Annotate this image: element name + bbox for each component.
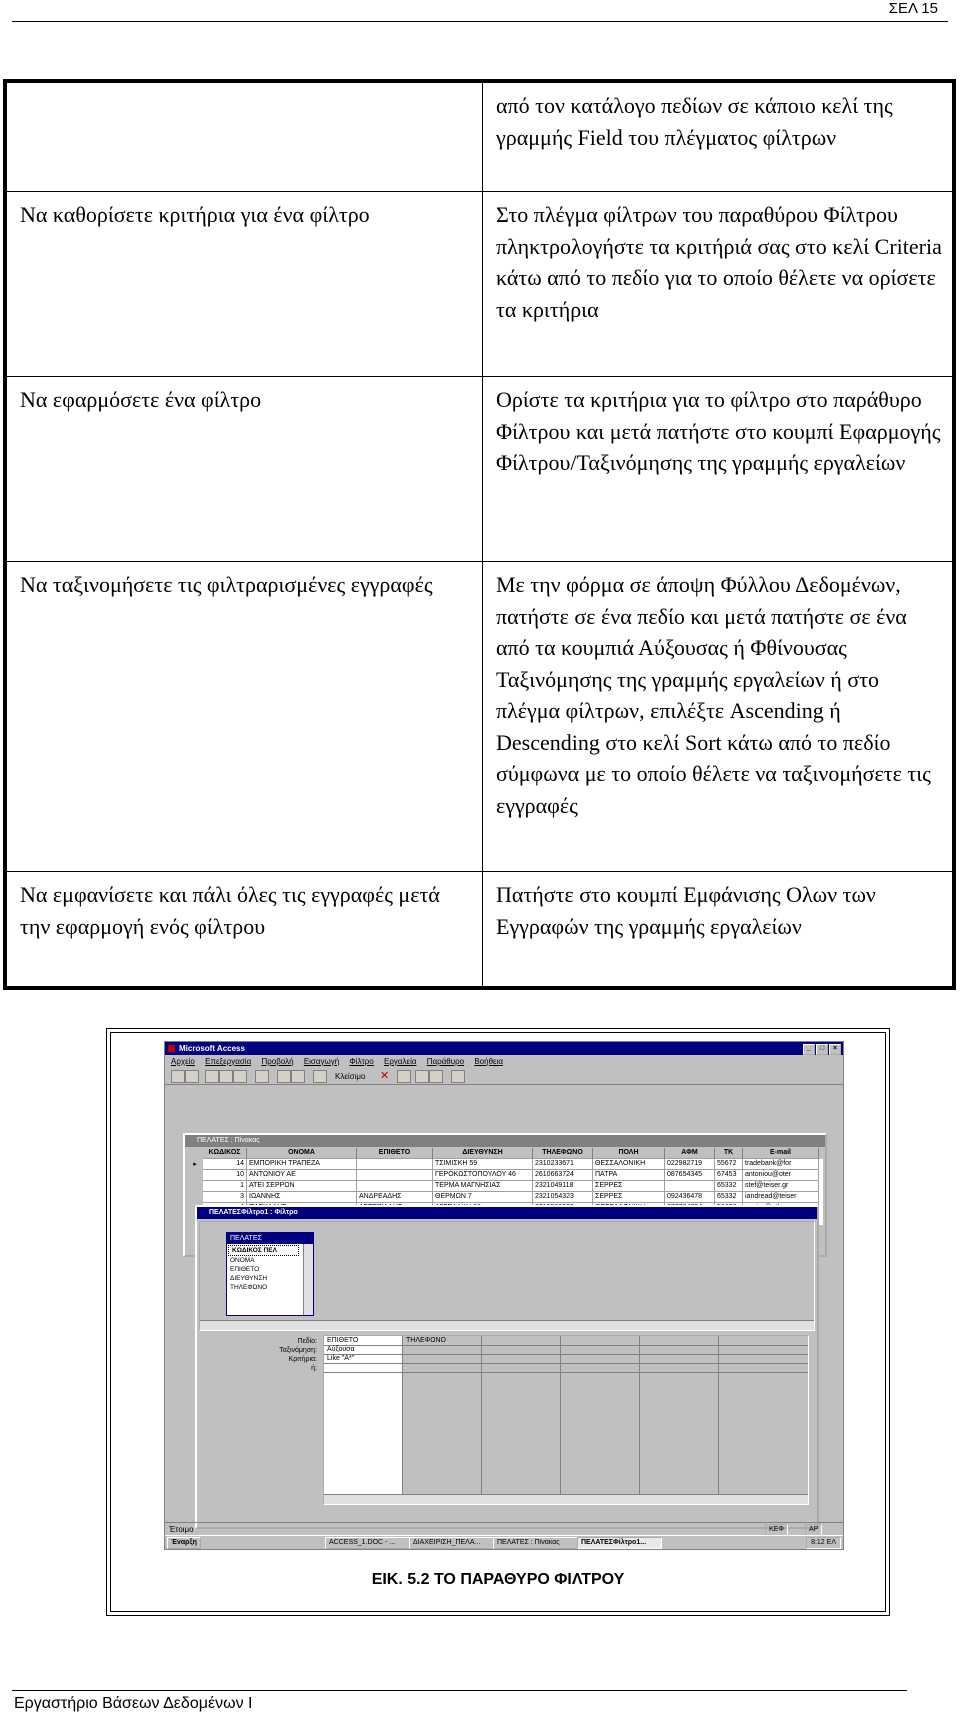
table-cell[interactable]: 087654345: [665, 1170, 715, 1181]
table-cell[interactable]: ΠΑΤΡΑ: [593, 1170, 665, 1181]
workspace: [165, 1085, 843, 1522]
grid-criteria-1[interactable]: Like "A*": [327, 1355, 355, 1362]
column-header[interactable]: ΟΝΟΜΑ: [247, 1148, 357, 1159]
taskbar: [165, 1535, 843, 1549]
help-icon[interactable]: [451, 1070, 465, 1083]
table-cell[interactable]: ΘΕΣΣΑΛΟΝΙΚΗ: [593, 1159, 665, 1170]
record-selector[interactable]: [187, 1192, 204, 1203]
database-window-icon[interactable]: [415, 1070, 429, 1083]
table-cell[interactable]: ΑΤΕΙ ΣΕΡΡΩΝ: [247, 1181, 357, 1192]
grid-sort-1[interactable]: Αύξουσα: [327, 1346, 355, 1353]
table-cell[interactable]: 2321049118: [533, 1181, 593, 1192]
table-cell[interactable]: 14: [203, 1159, 247, 1170]
footer-divider: [12, 1690, 907, 1691]
table-cell[interactable]: ΑΝΔΡΕΑΔΗΣ: [357, 1192, 433, 1203]
menu-edit[interactable]: Επεξεργασία: [205, 1057, 252, 1066]
table-cell[interactable]: 022982719: [665, 1159, 715, 1170]
grid-column-4[interactable]: [561, 1336, 640, 1504]
field-list-item[interactable]: ΤΗΛΕΦΩΝΟ: [230, 1284, 268, 1291]
task-cell: Να εφαρμόσετε ένα φίλτρο: [7, 377, 483, 562]
grid-row-line: [324, 1354, 808, 1355]
copy-icon[interactable]: [219, 1070, 233, 1083]
save-icon[interactable]: [171, 1070, 185, 1083]
status-text: Έτοιμο: [169, 1525, 194, 1534]
taskbar-item[interactable]: ΔΙΑΧΕΙΡΙΣΗ_ΠΕΛΑ...: [409, 1537, 494, 1549]
grid-field-1[interactable]: ΕΠΙΘΕΤΟ: [327, 1337, 359, 1344]
table-cell[interactable]: ΤΕΡΜΑ ΜΑΓΝΗΣΙΑΣ: [433, 1181, 533, 1192]
table-window-title: ΠΕΛΑΤΕΣ : Πίνακας: [185, 1135, 825, 1147]
column-header[interactable]: ΑΦΜ: [665, 1148, 715, 1159]
field-list-item[interactable]: ΔΙΕΥΘΥΝΣΗ: [230, 1275, 268, 1282]
field-list: [226, 1232, 314, 1316]
start-button[interactable]: Έναρξη: [167, 1537, 201, 1549]
table-cell[interactable]: iandread@teiser: [743, 1192, 819, 1203]
field-list-item[interactable]: ΕΠΙΘΕΤΟ: [230, 1266, 260, 1273]
status-indicator: ΑΡ: [805, 1524, 822, 1536]
menu-insert[interactable]: Εισαγωγή: [303, 1057, 340, 1066]
new-object-icon[interactable]: [429, 1070, 443, 1083]
table-cell[interactable]: [357, 1170, 433, 1181]
table-cell[interactable]: tradebank@for: [743, 1159, 819, 1170]
grid-field-2[interactable]: ΤΗΛΕΦΩΝΟ: [406, 1337, 446, 1344]
column-header[interactable]: ΕΠΙΘΕΤΟ: [357, 1148, 433, 1159]
grid-column-5[interactable]: [640, 1336, 719, 1504]
grid-label-or: ή:: [311, 1365, 317, 1372]
figure: [106, 1028, 890, 1616]
grid-label-criteria: Κριτήρια:: [288, 1356, 317, 1363]
menu-tools[interactable]: Εργαλεία: [383, 1057, 417, 1066]
filter-grid: [323, 1335, 809, 1505]
action-cell: από τον κατάλογο πεδίων σε κάποιο κελί της γραμμής Field του πλέγματος φίλτρων: [483, 83, 953, 192]
menu-window[interactable]: Παράθυρο: [426, 1057, 465, 1066]
table-cell[interactable]: ΓΕΡΟΚΩΣΤΟΠΟΥΛΟΥ 46: [433, 1170, 533, 1181]
close-button[interactable]: Κλείσιμο: [335, 1072, 366, 1081]
taskbar-item-active[interactable]: ΠΕΛΑΤΕΣΦίλτρο1...: [577, 1537, 662, 1549]
cut-icon[interactable]: [205, 1070, 219, 1083]
paste-icon[interactable]: [233, 1070, 247, 1083]
table-cell[interactable]: ΑΝΤΩΝΙΟΥ ΑΕ: [247, 1170, 357, 1181]
record-selector[interactable]: ▸: [187, 1159, 204, 1170]
table-cell[interactable]: ΙΩΑΝΝΗΣ: [247, 1192, 357, 1203]
menu-filter[interactable]: Φίλτρο: [349, 1057, 374, 1066]
filter-field-list-area: [199, 1221, 815, 1331]
table-cell[interactable]: [665, 1181, 715, 1192]
table-cell[interactable]: ΤΣΙΜΙΣΚΗ 59: [433, 1159, 533, 1170]
table-row: [7, 872, 953, 987]
filter-window-title: ΠΕΛΑΤΕΣΦίλτρο1 : Φίλτρο: [197, 1207, 817, 1219]
field-list-scrollbar[interactable]: [303, 1244, 313, 1315]
table-cell[interactable]: antoniou@oter: [743, 1170, 819, 1181]
delete-icon[interactable]: ✕: [380, 1070, 390, 1082]
grid-labels: [237, 1337, 317, 1373]
instructions-table-grid: [6, 82, 953, 987]
toolbar: [165, 1068, 843, 1085]
table-cell[interactable]: 092436478: [665, 1192, 715, 1203]
taskbar-item[interactable]: ACCESS_1.DOC - ...: [325, 1537, 410, 1549]
grid-row-line: [324, 1345, 808, 1346]
filter-window: [195, 1205, 819, 1529]
table-cell[interactable]: [357, 1159, 433, 1170]
task-cell: Να καθορίσετε κριτήρια για ένα φίλτρο: [7, 192, 483, 377]
table-row: [7, 562, 953, 872]
table-cell[interactable]: 2321054323: [533, 1192, 593, 1203]
grid-label-sort: Ταξινόμηση:: [279, 1347, 317, 1354]
table-cell[interactable]: 55672: [715, 1159, 743, 1170]
table-row[interactable]: [203, 1192, 823, 1203]
table-row[interactable]: [203, 1159, 823, 1170]
print-icon[interactable]: [185, 1070, 199, 1083]
save-as-query-icon[interactable]: [291, 1070, 305, 1083]
field-list-title: ΠΕΛΑΤΕΣ: [227, 1233, 313, 1244]
undo-icon[interactable]: [255, 1070, 269, 1083]
table-row[interactable]: [203, 1181, 823, 1192]
table-cell[interactable]: 2610663724: [533, 1170, 593, 1181]
app-title: Microsoft Access: [179, 1044, 245, 1053]
table-cell[interactable]: ΕΜΠΟΡΙΚΗ ΤΡΑΠΕΖΑ: [247, 1159, 357, 1170]
action-cell: Με την φόρμα σε άποψη Φύλλου Δεδομένων, πατήστε σε ένα πεδίο και μετά πατήστε σε ένα από τα κουμπιά Αύξουσας ή Φθίνουσας Ταξινόμησης της γραμμής εργαλείων ή στο πλέγμα φίλτρων, επιλέξτε Ascending ή Descending στο κελί Sort κάτω από το πεδίο σύμφωνα με το οποίο θέλετε να ταξινομήσετε τις εγγραφές: [483, 562, 953, 872]
column-header[interactable]: ΠΟΛΗ: [593, 1148, 665, 1159]
action-cell: Ορίστε τα κριτήρια για το φίλτρο στο παράθυρο Φίλτρου και μετά πατήστε στο κουμπί Εφαρμογής Φίλτρου/Ταξινόμησης της γραμμής εργαλείων: [483, 377, 953, 562]
task-cell: [7, 83, 483, 192]
page-number: ΣΕΛ 15: [888, 0, 938, 17]
record-selector[interactable]: [187, 1170, 204, 1181]
grid-row-line: [324, 1372, 808, 1373]
access-screenshot: [164, 1041, 844, 1550]
table-cell[interactable]: 65332: [715, 1192, 743, 1203]
menu-view[interactable]: Προβολή: [261, 1057, 294, 1066]
column-header[interactable]: ΤΚ: [715, 1148, 743, 1159]
action-cell: Στο πλέγμα φίλτρων του παραθύρου Φίλτρου πληκτρολογήστε τα κριτήριά σας στο κελί Criteria κάτω από το πεδίο για το οποίο θέλετε να ορίσετε τα κριτήρια: [483, 192, 953, 377]
table-cell[interactable]: stef@teiser.gr: [743, 1181, 819, 1192]
column-header[interactable]: ΔΙΕΥΘΥΝΣΗ: [433, 1148, 533, 1159]
minimize-icon[interactable]: _: [803, 1044, 815, 1055]
table-cell[interactable]: 1: [203, 1181, 247, 1192]
record-selector[interactable]: [187, 1181, 204, 1192]
table-row[interactable]: [203, 1170, 823, 1181]
column-header[interactable]: E-mail: [743, 1148, 819, 1159]
table-row: [7, 377, 953, 562]
instructions-table: [3, 79, 956, 990]
column-header[interactable]: ΤΗΛΕΦΩΝΟ: [533, 1148, 593, 1159]
close-icon[interactable]: ×: [829, 1044, 841, 1055]
menu-file[interactable]: Αρχείο: [171, 1057, 195, 1066]
upper-scrollbar[interactable]: [200, 1320, 814, 1330]
table-cell[interactable]: 3: [203, 1192, 247, 1203]
menu-help[interactable]: Βοήθεια: [474, 1057, 503, 1066]
column-header[interactable]: ΚΩΔΙΚΟΣ: [203, 1148, 247, 1159]
window-controls: [803, 1044, 841, 1055]
table-row: [7, 192, 953, 377]
figure-caption: ΕΙΚ. 5.2 ΤΟ ΠΑΡΑΘΥΡΟ ΦΙΛΤΡΟΥ: [371, 1571, 625, 1588]
maximize-icon[interactable]: □: [816, 1044, 828, 1055]
action-cell: Πατήστε στο κουμπί Εμφάνισης Ολων των Εγγραφών της γραμμής εργαλείων: [483, 872, 953, 987]
grid-label-field: Πεδίο:: [297, 1338, 317, 1345]
footer-text: Εργαστήριο Βάσεων Δεδομένων Ι: [14, 1695, 253, 1712]
table-cell[interactable]: 2310233671: [533, 1159, 593, 1170]
status-indicator: ΚΕΦ: [765, 1524, 788, 1536]
task-cell: Να εμφανίσετε και πάλι όλες τις εγγραφές μετά την εφαρμογή ενός φίλτρου: [7, 872, 483, 987]
menu-bar: [165, 1055, 843, 1068]
field-list-item[interactable]: ΚΩΔΙΚΟΣ ΠΕΛ: [228, 1245, 299, 1256]
table-cell[interactable]: 67453: [715, 1170, 743, 1181]
figure-frame: [110, 1032, 886, 1612]
grid-column-2[interactable]: [403, 1336, 482, 1504]
grid-column-3[interactable]: [482, 1336, 561, 1504]
table-cell[interactable]: 65332: [715, 1181, 743, 1192]
apply-filter-icon[interactable]: [397, 1070, 411, 1083]
taskbar-clock: 8:12 ΕΛ: [806, 1537, 841, 1549]
field-list-item[interactable]: ΟΝΟΜΑ: [230, 1257, 255, 1264]
grid-scrollbar[interactable]: [324, 1494, 808, 1504]
grid-row-line: [324, 1363, 808, 1364]
taskbar-item[interactable]: ΠΕΛΑΤΕΣ : Πίνακας: [493, 1537, 578, 1549]
table-cell[interactable]: 10: [203, 1170, 247, 1181]
table-cell[interactable]: ΣΕΡΡΕΣ: [593, 1181, 665, 1192]
datasheet-header: [203, 1148, 823, 1159]
clear-grid-icon[interactable]: [313, 1070, 327, 1083]
app-title-bar: [165, 1042, 843, 1055]
task-cell: Να ταξινομήσετε τις φιλτραρισμένες εγγραφές: [7, 562, 483, 872]
page-header: [12, 0, 948, 22]
status-bar: [165, 1522, 843, 1536]
table-cell[interactable]: ΣΕΡΡΕΣ: [593, 1192, 665, 1203]
access-logo-icon: [168, 1045, 175, 1052]
table-row: [7, 83, 953, 192]
table-cell[interactable]: ΘΕΡΜΩΝ 7: [433, 1192, 533, 1203]
open-icon[interactable]: [277, 1070, 291, 1083]
table-cell[interactable]: [357, 1181, 433, 1192]
